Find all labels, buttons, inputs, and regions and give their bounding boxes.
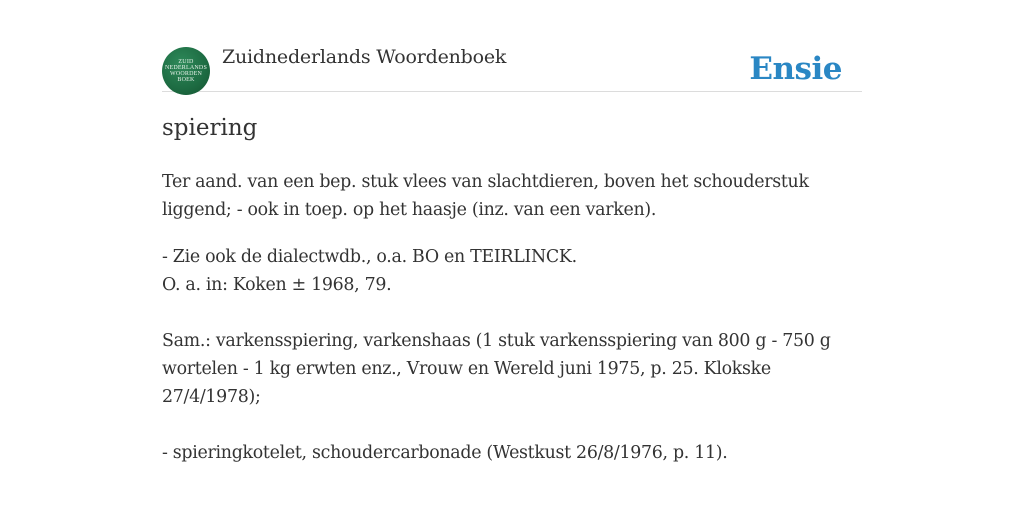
logo-text-line-3: WOORDEN: [169, 71, 203, 77]
logo-text-line-4: BOEK: [177, 77, 195, 83]
ensie-brand-link[interactable]: Ensie: [749, 51, 842, 87]
entry-note-source: O. a. in: Koken ± 1968, 79.: [162, 275, 392, 295]
entry-compounds: Sam.: varkensspiering, varkenshaas (1 stuk varkensspiering van 800 g - 750 g wortelen - 1 kg erwten enz., Vrouw en Wereld juni 1975, p. 25. Klokske 27/4/1978);: [162, 331, 831, 407]
entry-compound-kotelet: - spieringkotelet, schoudercarbonade (Westkust 26/8/1976, p. 11).: [162, 443, 728, 463]
spacer: [162, 299, 872, 327]
entry-headword: spiering: [162, 115, 258, 141]
site-header: [162, 44, 862, 92]
entry-body: [162, 168, 872, 467]
entry-note-dialect: - Zie ook de dialectwdb., o.a. BO en TEIRLINCK.: [162, 247, 577, 267]
zuidnederlands-woordenboek-logo[interactable]: [162, 47, 210, 95]
logo-text-line-1: ZUID: [178, 59, 194, 65]
entry-definition: Ter aand. van een bep. stuk vlees van slachtdieren, boven het schouderstuk liggend; - ook in toep. op het haasje (inz. van een varken).: [162, 172, 809, 220]
dictionary-title[interactable]: Zuidnederlands Woordenboek: [222, 46, 507, 68]
logo-text-line-2: NEDERLANDS: [165, 65, 207, 71]
spacer: [162, 411, 872, 439]
